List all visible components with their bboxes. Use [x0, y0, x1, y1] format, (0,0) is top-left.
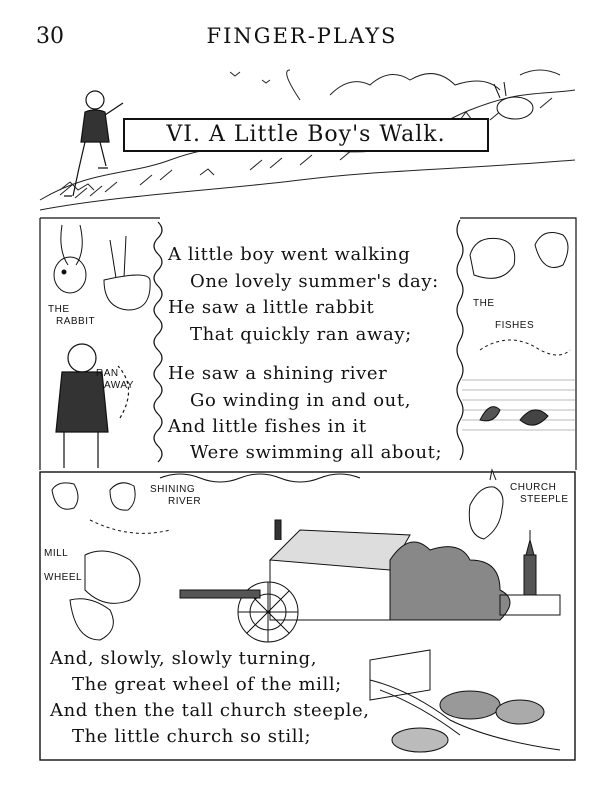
rabbit-figure [494, 82, 533, 119]
boy-figure [64, 91, 123, 196]
label-the-fishes: FISHES [495, 320, 535, 331]
label-church-steeple: CHURCH [510, 482, 557, 493]
label-mill-wheel: WHEEL [44, 572, 83, 583]
boy-back-illustration [56, 344, 129, 468]
verse-line: A little boy went walking [168, 244, 411, 265]
verse-line: One lovely summer's day: [190, 271, 439, 292]
label-ran-away: AWAY [104, 380, 134, 391]
poem-title: VI. A Little Boy's Walk. [123, 118, 489, 152]
mill-house-illustration [180, 520, 510, 642]
verse-line: The little church so still; [72, 726, 312, 747]
verse-line: Were swimming all about; [190, 442, 443, 463]
label-shining-river: RIVER [168, 496, 202, 507]
steeple-hand-illustration [469, 470, 503, 539]
verse-line: He saw a shining river [168, 363, 388, 384]
label-shining-river: SHINING [150, 484, 196, 495]
label-mill-wheel: MILL [44, 548, 69, 559]
hands-illustration [470, 233, 570, 355]
fishes-illustration [462, 380, 575, 430]
stream-rocks-illustration [370, 650, 560, 752]
verse-line: The great wheel of the mill; [72, 674, 342, 695]
rabbit-head-illustration [54, 225, 86, 293]
label-the-fishes: THE [473, 298, 495, 309]
mill-wheel-hands-illustration [70, 551, 140, 640]
verse-line: He saw a little rabbit [168, 297, 375, 318]
verse-line: Go winding in and out, [190, 390, 412, 411]
label-ran-away: RAN [96, 368, 119, 379]
page-number: 30 [36, 24, 64, 49]
verse-line: And, slowly, slowly turning, [50, 648, 318, 669]
label-church-steeple: STEEPLE [520, 494, 569, 505]
verse-line: That quickly ran away; [190, 324, 412, 345]
hand-two-fingers-illustration [104, 236, 150, 310]
label-the-rabbit: THE [48, 304, 70, 315]
verse-line: And little fishes in it [168, 416, 367, 437]
verse-line: And then the tall church steeple, [50, 700, 370, 721]
label-the-rabbit: RABBIT [56, 316, 96, 327]
running-head: FINGER-PLAYS [206, 24, 398, 48]
